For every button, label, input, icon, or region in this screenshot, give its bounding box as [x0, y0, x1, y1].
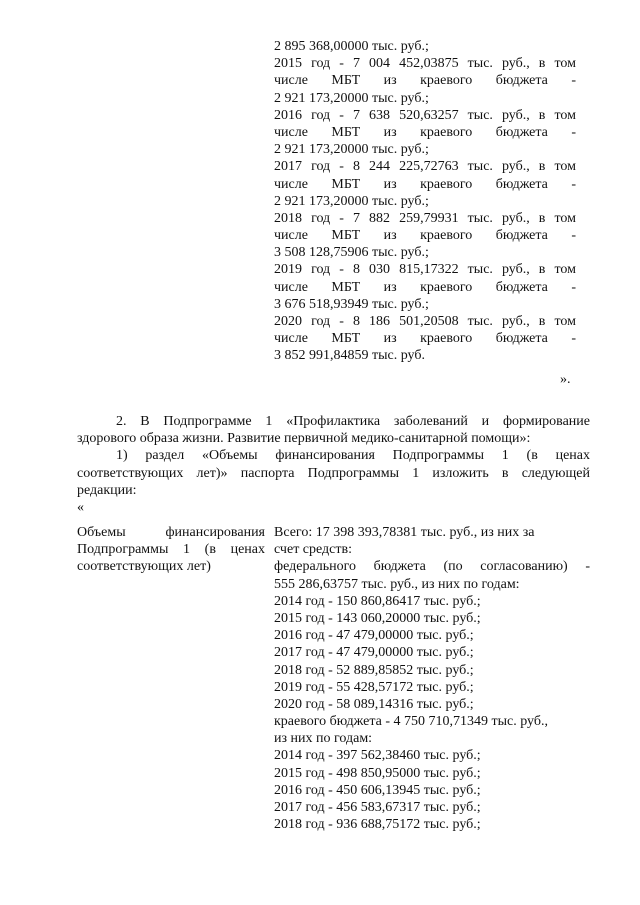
table-left-column — [77, 524, 265, 576]
funding-line: числе МБТ из краевого бюджета - — [274, 73, 576, 89]
table-value-line: 2015 год - 498 850,95000 тыс. руб.; — [274, 765, 481, 781]
opening-quote: « — [77, 500, 84, 515]
table-value-line: 2014 год - 397 562,38460 тыс. руб.; — [274, 748, 481, 764]
table-value-line: 2016 год - 47 479,00000 тыс. руб.; — [274, 628, 474, 644]
table-value-line: 2017 год - 47 479,00000 тыс. руб.; — [274, 645, 474, 661]
table-value-line: из них по годам: — [274, 731, 373, 747]
table-right-column — [274, 524, 590, 833]
table-value-line: 2017 год - 456 583,67317 тыс. руб.; — [274, 800, 481, 815]
table-value-line: счет средств: — [274, 542, 353, 558]
subsection-1-line: 1) раздел «Объемы финансирования Подпрограммы 1 (в ценах — [116, 448, 590, 464]
funding-line: 3 508 128,75906 тыс. руб.; — [274, 245, 429, 261]
funding-line: числе МБТ из краевого бюджета - — [274, 176, 576, 192]
funding-line: числе МБТ из краевого бюджета - — [274, 228, 576, 244]
funding-line: числе МБТ из краевого бюджета - — [274, 279, 576, 295]
funding-line: 2 921 173,20000 тыс. руб.; — [274, 193, 429, 209]
funding-line: 3 852 991,84859 тыс. руб. — [274, 348, 425, 364]
section-2-paragraph-line: 2. В Подпрограмме 1 «Профилактика заболеваний и формирование — [116, 414, 590, 429]
funding-line: 2016 год - 7 638 520,63257 тыс. руб., в том — [274, 107, 576, 123]
table-label-line: соответствующих лет) — [77, 559, 211, 575]
subsection-1-line: редакции: — [77, 482, 137, 498]
table-value-line: 2020 год - 58 089,14316 тыс. руб.; — [274, 696, 474, 712]
funding-line: 2020 год - 8 186 501,20508 тыс. руб., в том — [274, 314, 576, 329]
table-value-line: краевого бюджета - 4 750 710,71349 тыс. руб., — [274, 714, 548, 730]
table-value-line: 2018 год - 936 688,75172 тыс. руб.; — [274, 817, 481, 833]
funding-line: 2 895 368,00000 тыс. руб.; — [274, 39, 429, 54]
funding-line: 2 921 173,20000 тыс. руб.; — [274, 142, 429, 158]
funding-line: 3 676 518,93949 тыс. руб.; — [274, 296, 429, 312]
subsection-1-line: соответствующих лет)» паспорта Подпрограммы 1 изложить в следующей — [77, 465, 590, 481]
table-value-line: 555 286,63757 тыс. руб., из них по годам: — [274, 576, 520, 592]
table-value-line: федерального бюджета (по согласованию) - — [274, 559, 590, 575]
table-label-line: Подпрограммы 1 (в ценах — [77, 542, 265, 558]
funding-line: 2018 год - 7 882 259,79931 тыс. руб., в том — [274, 210, 576, 226]
table-value-line: 2019 год - 55 428,57172 тыс. руб.; — [274, 679, 474, 695]
table-value-line: Всего: 17 398 393,78381 тыс. руб., из них за — [274, 525, 535, 540]
table-value-line: 2015 год - 143 060,20000 тыс. руб.; — [274, 610, 481, 626]
table-value-line: 2014 год - 150 860,86417 тыс. руб.; — [274, 593, 481, 609]
table-value-line: 2018 год - 52 889,85852 тыс. руб.; — [274, 662, 474, 678]
funding-line: числе МБТ из краевого бюджета - — [274, 331, 576, 347]
funding-line: 2015 год - 7 004 452,03875 тыс. руб., в том — [274, 56, 576, 72]
table-value-line: 2016 год - 450 606,13945 тыс. руб.; — [274, 782, 481, 798]
section-2-text — [77, 413, 590, 499]
funding-line: числе МБТ из краевого бюджета - — [274, 124, 576, 140]
section-2-paragraph-line: здорового образа жизни. Развитие первичной медико-санитарной помощи»: — [77, 431, 531, 447]
funding-line: 2017 год - 8 244 225,72763 тыс. руб., в том — [274, 159, 576, 175]
funding-continuation-block — [274, 38, 576, 365]
funding-line: 2 921 173,20000 тыс. руб.; — [274, 90, 429, 106]
table-label-line: Объемы финансирования — [77, 525, 265, 540]
closing-quote: ». — [560, 372, 571, 387]
funding-line: 2019 год - 8 030 815,17322 тыс. руб., в том — [274, 262, 576, 278]
